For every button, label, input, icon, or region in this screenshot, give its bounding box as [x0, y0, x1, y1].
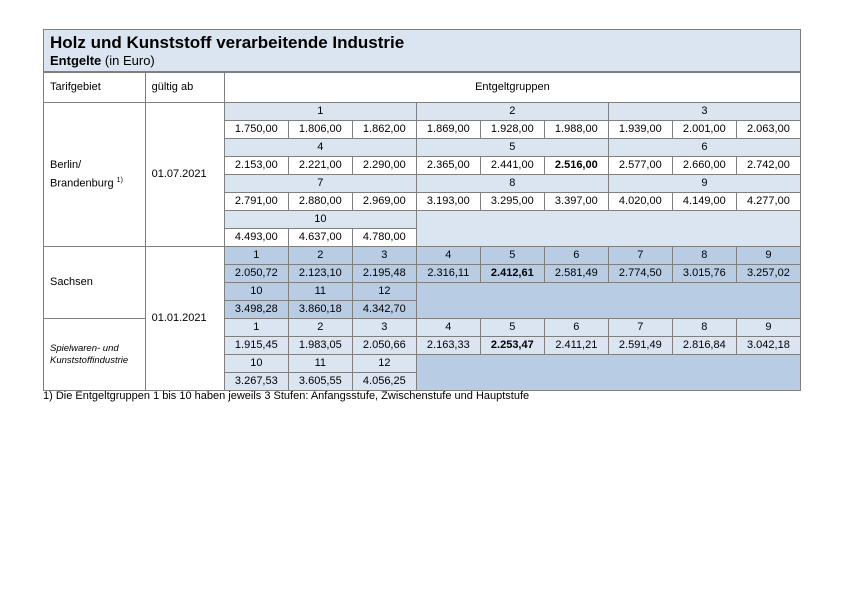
table-row: [44, 247, 801, 265]
wage-table: [43, 72, 801, 391]
wage-cell: 2.791,00: [224, 193, 288, 211]
valid-from-shared: 01.01.2021: [145, 247, 224, 391]
region-sachsen: Sachsen: [44, 247, 146, 319]
wage-cell: 3.193,00: [416, 193, 480, 211]
wage-cell: 3.397,00: [544, 193, 608, 211]
group-header: 9: [736, 247, 800, 265]
wage-cell: 3.257,02: [736, 265, 800, 283]
empty-filler: [416, 211, 800, 247]
group-header: 4: [416, 319, 480, 337]
group-header: 5: [416, 139, 608, 157]
wage-cell: 1.983,05: [288, 337, 352, 355]
wage-cell: 2.591,49: [608, 337, 672, 355]
wage-cell: 4.020,00: [608, 193, 672, 211]
group-header: 8: [416, 175, 608, 193]
wage-cell: 2.123,10: [288, 265, 352, 283]
wage-cell: 2.163,33: [416, 337, 480, 355]
table-title-box: [43, 29, 801, 72]
group-header: 2: [288, 319, 352, 337]
group-header: 7: [224, 175, 416, 193]
group-header: 3: [352, 247, 416, 265]
wage-cell: 2.774,50: [608, 265, 672, 283]
col-header-groups: Entgeltgruppen: [224, 73, 800, 103]
group-header: 7: [608, 319, 672, 337]
subtitle-bold: Entgelte: [50, 53, 102, 68]
group-header: 5: [480, 319, 544, 337]
wage-cell: 1.869,00: [416, 121, 480, 139]
empty-filler: [416, 283, 800, 319]
wage-cell: 2.316,11: [416, 265, 480, 283]
wage-cell: 4.149,00: [672, 193, 736, 211]
wage-cell: 3.295,00: [480, 193, 544, 211]
wage-cell-highlight: 2.516,00: [544, 157, 608, 175]
wage-cell: 3.498,28: [224, 301, 288, 319]
group-header: 3: [608, 103, 800, 121]
group-header: 1: [224, 103, 416, 121]
wage-cell: 1.750,00: [224, 121, 288, 139]
wage-cell-highlight: 2.412,61: [480, 265, 544, 283]
wage-cell: 2.153,00: [224, 157, 288, 175]
group-header: 11: [288, 283, 352, 301]
page-subtitle: [50, 53, 794, 68]
wage-cell: 1.939,00: [608, 121, 672, 139]
wage-cell: 3.860,18: [288, 301, 352, 319]
group-header: 4: [224, 139, 416, 157]
group-header: 10: [224, 355, 288, 373]
region-label-line1: Berlin/: [50, 158, 82, 171]
group-header: 9: [608, 175, 800, 193]
wage-cell: 2.063,00: [736, 121, 800, 139]
wage-cell: 2.577,00: [608, 157, 672, 175]
group-header: 6: [544, 319, 608, 337]
wage-cell: 1.928,00: [480, 121, 544, 139]
wage-cell: 2.816,84: [672, 337, 736, 355]
group-header: 10: [224, 283, 288, 301]
group-header: 6: [544, 247, 608, 265]
wage-cell: 2.195,48: [352, 265, 416, 283]
wage-cell: 4.493,00: [224, 229, 288, 247]
group-header: 8: [672, 247, 736, 265]
wage-cell: 2.880,00: [288, 193, 352, 211]
group-header: 3: [352, 319, 416, 337]
wage-cell: 2.441,00: [480, 157, 544, 175]
region-berlin-brandenburg: [44, 103, 146, 247]
wage-cell: 3.605,55: [288, 373, 352, 391]
footnote-marker: 1): [116, 176, 123, 184]
group-header: 7: [608, 247, 672, 265]
page-title: Holz und Kunststoff verarbeitende Industrie: [50, 33, 405, 52]
wage-cell: 4.277,00: [736, 193, 800, 211]
wage-cell: 2.290,00: [352, 157, 416, 175]
valid-from-berlin: 01.07.2021: [145, 103, 224, 247]
wage-cell: 2.969,00: [352, 193, 416, 211]
wage-cell: 3.015,76: [672, 265, 736, 283]
region-label-line2: Kunststoffindustrie: [50, 354, 129, 366]
group-header: 9: [736, 319, 800, 337]
group-header: 6: [608, 139, 800, 157]
wage-cell: 1.988,00: [544, 121, 608, 139]
wage-cell: 2.581,49: [544, 265, 608, 283]
wage-cell: 4.780,00: [352, 229, 416, 247]
group-header: 10: [224, 211, 416, 229]
wage-cell: 2.001,00: [672, 121, 736, 139]
group-header: 1: [224, 319, 288, 337]
wage-cell: 4.637,00: [288, 229, 352, 247]
empty-filler: [416, 355, 800, 391]
wage-cell: 2.411,21: [544, 337, 608, 355]
region-label-line1: Spielwaren- und: [50, 342, 119, 354]
group-header: 2: [416, 103, 608, 121]
wage-cell: 3.267,53: [224, 373, 288, 391]
group-header: 5: [480, 247, 544, 265]
wage-cell: 1.915,45: [224, 337, 288, 355]
header-row: [44, 73, 801, 103]
wage-cell: 1.862,00: [352, 121, 416, 139]
region-spielwaren: [44, 319, 146, 391]
region-label-line2: Brandenburg: [50, 177, 117, 190]
subtitle-rest: (in Euro): [101, 53, 155, 68]
footnote: 1) Die Entgeltgruppen 1 bis 10 haben jeweils 3 Stufen: Anfangsstufe, Zwischenstufe und Hauptstufe: [43, 390, 530, 402]
wage-cell: 2.221,00: [288, 157, 352, 175]
group-header: 11: [288, 355, 352, 373]
table-row: [44, 103, 801, 121]
group-header: 2: [288, 247, 352, 265]
wage-cell: 3.042,18: [736, 337, 800, 355]
col-header-region: Tarifgebiet: [44, 73, 146, 103]
wage-cell: 2.742,00: [736, 157, 800, 175]
group-header: 1: [224, 247, 288, 265]
wage-cell: 4.056,25: [352, 373, 416, 391]
wage-cell: 4.342,70: [352, 301, 416, 319]
wage-cell: 2.365,00: [416, 157, 480, 175]
wage-cell: 2.660,00: [672, 157, 736, 175]
col-header-valid-from: gültig ab: [145, 73, 224, 103]
wage-cell: 2.050,72: [224, 265, 288, 283]
wage-cell-highlight: 2.253,47: [480, 337, 544, 355]
wage-cell: 2.050,66: [352, 337, 416, 355]
group-header: 12: [352, 283, 416, 301]
group-header: 8: [672, 319, 736, 337]
group-header: 4: [416, 247, 480, 265]
wage-cell: 1.806,00: [288, 121, 352, 139]
group-header: 12: [352, 355, 416, 373]
